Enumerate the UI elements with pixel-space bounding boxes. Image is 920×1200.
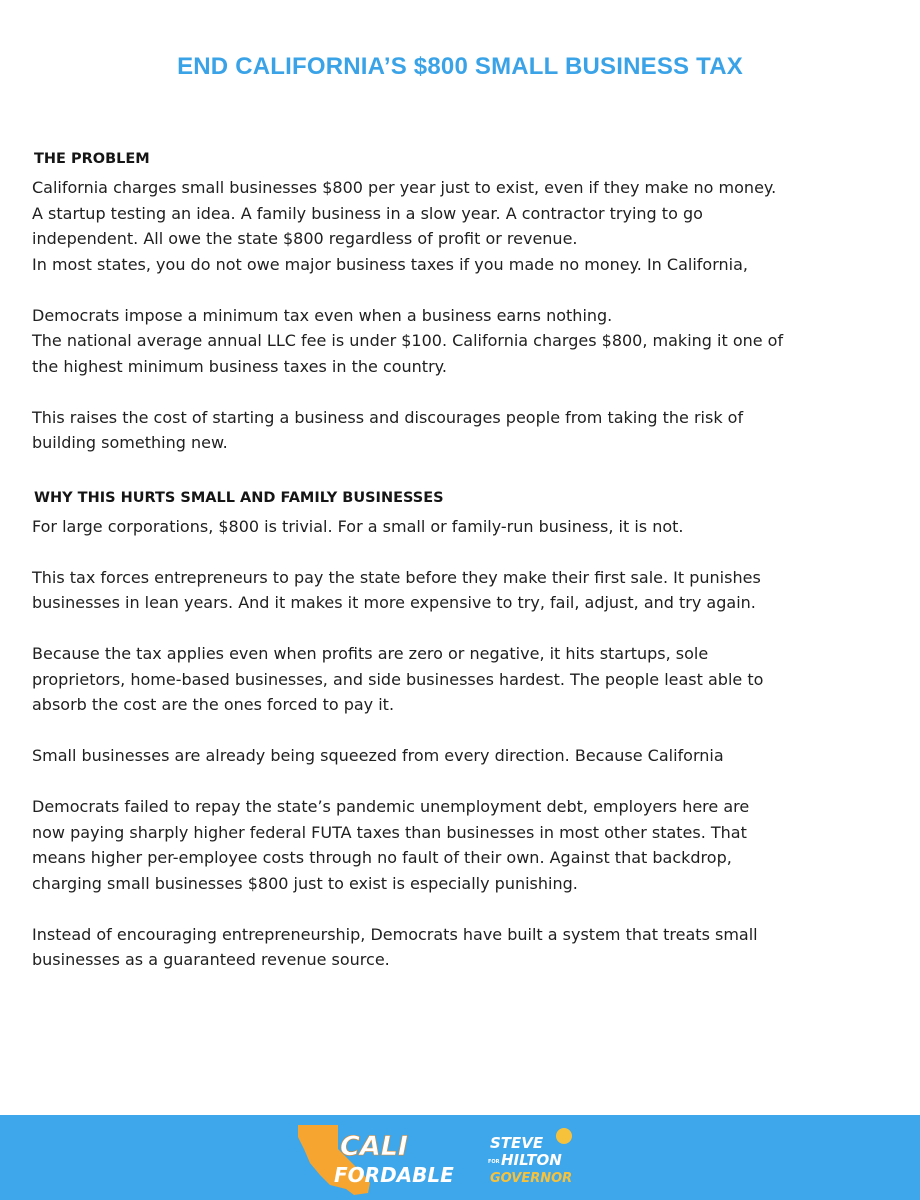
- text-line: now paying sharply higher federal FUTA taxes than businesses in most other states. That: [32, 822, 747, 842]
- section-why-it-hurts: [32, 490, 892, 973]
- text-line: independent. All owe the state $800 regardless of profit or revenue.: [32, 229, 578, 248]
- text-line: the highest minimum business taxes in the country.: [32, 356, 447, 376]
- paragraph: [32, 641, 892, 718]
- text-line: proprietors, home-based businesses, and side businesses hardest. The people least able to: [32, 669, 764, 689]
- sun-icon: [556, 1128, 572, 1144]
- text-line: Instead of encouraging entrepreneurship, Democrats have built a system that treats small: [32, 924, 758, 944]
- text-line: businesses as a guaranteed revenue source.: [32, 950, 390, 969]
- paragraph: [32, 175, 892, 277]
- logo-text-steve: STEVE: [490, 1134, 544, 1152]
- paragraph: [32, 565, 892, 616]
- text-line: businesses in lean years. And it makes it more expensive to try, fail, adjust, and try again.: [32, 593, 756, 612]
- paragraph: [32, 514, 892, 540]
- text-line: Because the tax applies even when profits are zero or negative, it hits startups, sole: [32, 644, 709, 663]
- paragraph: [32, 794, 892, 896]
- text-line: This tax forces entrepreneurs to pay the state before they make their first sale. It punishes: [32, 567, 761, 587]
- text-line: Small businesses are already being squeezed from every direction. Because California: [32, 746, 724, 765]
- steve-hilton-logo: [486, 1127, 586, 1193]
- text-line: In most states, you do not owe major business taxes if you made no money. In California,: [32, 254, 748, 274]
- page-title: END CALIFORNIA’S $800 SMALL BUSINESS TAX: [177, 53, 743, 80]
- text-line: Democrats failed to repay the state’s pandemic unemployment debt, employers here are: [32, 797, 750, 816]
- califordable-logo: [290, 1123, 470, 1197]
- logo-text-cali: CALI: [340, 1131, 408, 1162]
- paragraph: [32, 303, 892, 380]
- text-line: Democrats impose a minimum tax even when a business earns nothing.: [32, 305, 613, 325]
- document-body: [32, 151, 892, 1007]
- text-line: absorb the cost are the ones forced to pay it.: [32, 695, 395, 714]
- text-line: California charges small businesses $800 per year just to exist, even if they make no money.: [32, 178, 777, 197]
- paragraph: [32, 405, 892, 456]
- section-problem: [32, 151, 892, 456]
- text-line: The national average annual LLC fee is under $100. California charges $800, making it one of: [32, 331, 784, 350]
- text-line: A startup testing an idea. A family business in a slow year. A contractor trying to go: [32, 203, 703, 223]
- text-line: building something new.: [32, 433, 228, 452]
- section-heading: WHY THIS HURTS SMALL AND FAMILY BUSINESSES: [34, 489, 444, 506]
- text-line: charging small businesses $800 just to exist is especially punishing.: [32, 873, 578, 893]
- text-line: means higher per-employee costs through no fault of their own. Against that backdrop,: [32, 848, 732, 867]
- paragraph: [32, 922, 892, 973]
- section-heading: THE PROBLEM: [34, 151, 150, 167]
- logo-text-for: FOR: [488, 1159, 500, 1165]
- paragraph: [32, 743, 892, 769]
- logo-text-governor: GOVERNOR: [490, 1171, 573, 1186]
- text-line: This raises the cost of starting a business and discourages people from taking the risk of: [32, 407, 744, 427]
- footer-banner: [0, 1115, 920, 1200]
- logo-text-hilton: HILTON: [501, 1151, 562, 1169]
- logo-text-fordable: FORDABLE: [334, 1163, 454, 1187]
- text-line: For large corporations, $800 is trivial. For a small or family-run business, it is not.: [32, 516, 684, 536]
